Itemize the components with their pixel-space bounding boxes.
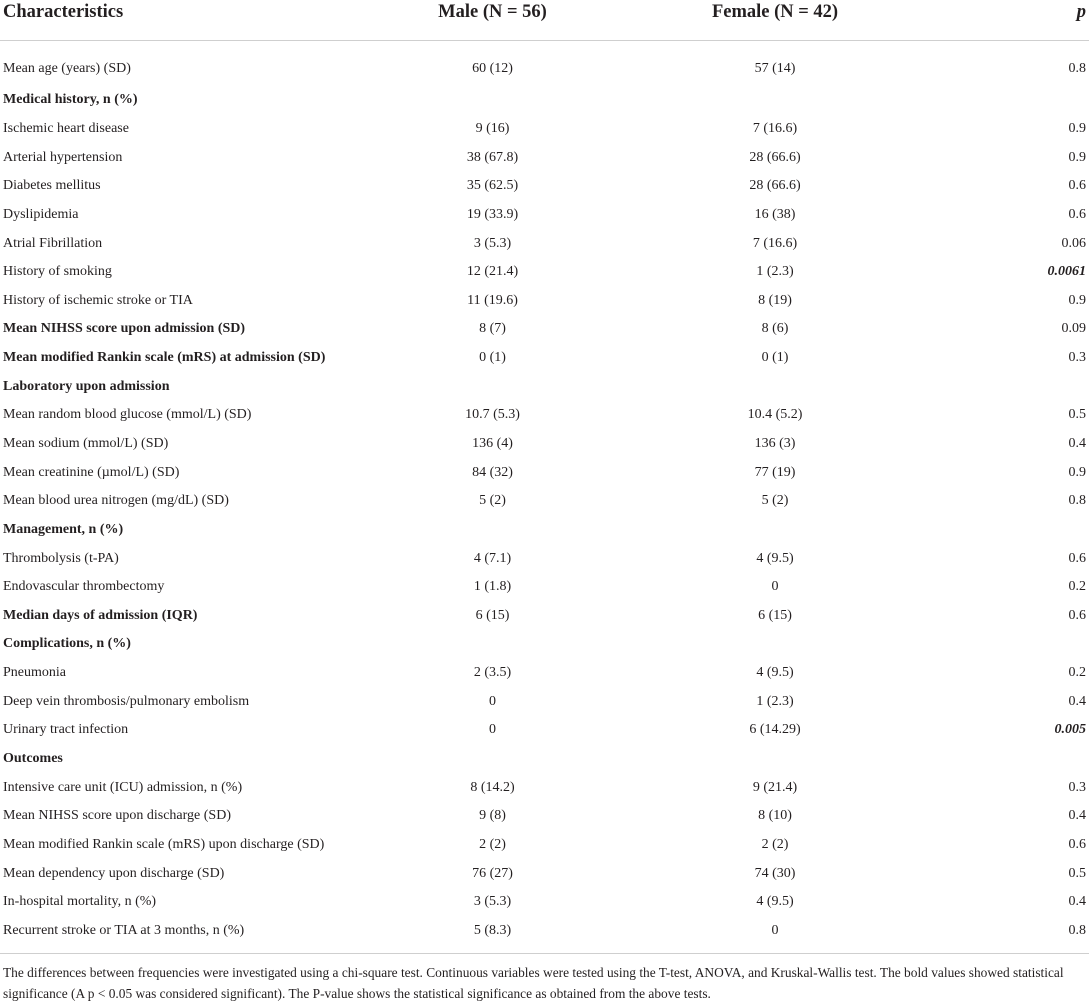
female-value: 1 (2.3) <box>756 264 794 280</box>
male-value: 0 <box>489 693 496 709</box>
row-label: Endovascular thrombectomy <box>3 579 165 595</box>
row-label: Ischemic heart disease <box>3 120 129 136</box>
table-row <box>0 401 1089 430</box>
female-value: 136 (3) <box>754 436 796 451</box>
table-row <box>0 201 1089 230</box>
male-value: 35 (62.5) <box>466 178 519 194</box>
male-value: 11 (19.6) <box>467 292 518 308</box>
female-value <box>605 630 945 659</box>
male-value: 10.7 (5.3) <box>465 407 520 423</box>
table-row <box>0 40 1089 86</box>
male-value: 3 (5.3) <box>473 894 512 910</box>
row-label: Management, n (%) <box>3 521 124 537</box>
table-row <box>0 458 1089 487</box>
female-value: 6 (14.29) <box>749 722 801 738</box>
p-value: 0.4 <box>1068 808 1086 824</box>
p-value: 0.6 <box>1068 206 1086 222</box>
row-label: History of smoking <box>3 264 112 280</box>
male-value: 8 (7) <box>479 321 506 337</box>
p-value: 0.8 <box>1068 922 1086 938</box>
p-value <box>945 372 1089 401</box>
row-label: Median days of admission (IQR) <box>3 607 198 623</box>
row-label: Intensive care unit (ICU) admission, n (%) <box>3 779 243 795</box>
male-value: 12 (21.4) <box>466 264 519 280</box>
p-value: 0.2 <box>1068 579 1086 595</box>
row-label: Recurrent stroke or TIA at 3 months, n (%) <box>3 922 245 938</box>
header-male: Male (N = 56) <box>380 0 605 40</box>
header-p <box>945 0 1089 40</box>
table-row <box>0 659 1089 688</box>
male-value: 19 (33.9) <box>466 206 519 222</box>
row-label: Mean modified Rankin scale (mRS) upon discharge (SD) <box>3 836 325 852</box>
header-female: Female (N = 42) <box>605 0 945 40</box>
section-header-row <box>0 745 1089 774</box>
p-value: 0.3 <box>1068 350 1086 366</box>
female-value: 8 (19) <box>758 292 792 308</box>
male-value: 84 (32) <box>472 464 513 480</box>
table-row <box>0 258 1089 287</box>
table-row <box>0 687 1089 716</box>
p-value: 0.9 <box>1068 292 1086 308</box>
female-value: 28 (66.6) <box>749 149 801 165</box>
female-value: 0 <box>771 579 779 595</box>
row-label: Mean modified Rankin scale (mRS) at admission (SD) <box>3 350 326 366</box>
table-row <box>0 859 1089 888</box>
p-value: 0.8 <box>1068 61 1086 77</box>
p-value: 0.9 <box>1068 120 1086 136</box>
female-value: 2 (2) <box>761 836 789 852</box>
header-p-symbol: p <box>1076 2 1086 22</box>
p-value: 0.5 <box>1068 407 1086 423</box>
p-value: 0.005 <box>1054 722 1086 738</box>
row-label: In-hospital mortality, n (%) <box>3 894 157 910</box>
male-value: 0 (1) <box>479 350 506 366</box>
table-row <box>0 544 1089 573</box>
male-value: 4 (7.1) <box>473 550 512 566</box>
male-value <box>380 630 605 659</box>
table-row <box>0 172 1089 201</box>
p-value <box>945 86 1089 115</box>
section-header-row <box>0 630 1089 659</box>
male-value: 9 (8) <box>479 808 506 824</box>
table-row <box>0 115 1089 144</box>
row-label: Dyslipidemia <box>3 206 79 222</box>
p-value: 0.9 <box>1068 464 1086 480</box>
female-value <box>605 745 945 774</box>
row-label: Mean creatinine (µmol/L) (SD) <box>3 464 180 480</box>
female-value: 4 (9.5) <box>756 550 794 566</box>
male-value <box>380 516 605 545</box>
female-value: 4 (9.5) <box>756 665 794 681</box>
p-value: 0.9 <box>1068 149 1086 165</box>
section-header-row <box>0 86 1089 115</box>
table-row <box>0 229 1089 258</box>
p-value: 0.4 <box>1068 693 1086 709</box>
female-value: 8 (10) <box>758 808 792 824</box>
section-header-row <box>0 516 1089 545</box>
male-value: 9 (16) <box>475 120 510 136</box>
row-label: Arterial hypertension <box>3 149 123 165</box>
female-value: 77 (19) <box>754 464 796 480</box>
female-value: 7 (16.6) <box>752 235 798 251</box>
female-value: 9 (21.4) <box>752 779 798 795</box>
female-value: 6 (15) <box>758 607 792 623</box>
table-body <box>0 40 1089 953</box>
p-value: 0.4 <box>1068 894 1086 910</box>
table-row <box>0 430 1089 459</box>
male-value: 38 (67.8) <box>466 149 519 165</box>
female-value: 4 (9.5) <box>756 894 794 910</box>
male-value: 0 <box>489 722 496 738</box>
female-value <box>605 86 945 115</box>
row-label: Mean random blood glucose (mmol/L) (SD) <box>3 407 252 423</box>
female-value <box>605 372 945 401</box>
female-value: 28 (66.6) <box>749 178 801 194</box>
female-value: 1 (2.3) <box>756 693 794 709</box>
row-label: Urinary tract infection <box>3 722 129 738</box>
row-label: Laboratory upon admission <box>3 378 170 394</box>
female-value: 10.4 (5.2) <box>747 407 803 423</box>
row-label: Thrombolysis (t-PA) <box>3 550 119 566</box>
male-value: 76 (27) <box>472 865 513 881</box>
row-label: History of ischemic stroke or TIA <box>3 292 193 308</box>
table-row <box>0 802 1089 831</box>
female-value <box>605 516 945 545</box>
p-value <box>945 745 1089 774</box>
p-value: 0.06 <box>1061 235 1086 251</box>
table-row <box>0 773 1089 802</box>
p-value: 0.09 <box>1061 321 1086 337</box>
table-row <box>0 315 1089 344</box>
table-row <box>0 143 1089 172</box>
table-row <box>0 602 1089 631</box>
row-label: Mean blood urea nitrogen (mg/dL) (SD) <box>3 493 229 509</box>
male-value <box>380 745 605 774</box>
female-value: 57 (14) <box>754 61 796 77</box>
row-label: Medical history, n (%) <box>3 92 138 108</box>
female-value: 74 (30) <box>754 865 796 881</box>
row-label: Pneumonia <box>3 665 66 681</box>
row-label: Mean NIHSS score upon discharge (SD) <box>3 808 231 824</box>
table-row <box>0 487 1089 516</box>
row-label: Mean NIHSS score upon admission (SD) <box>3 321 246 337</box>
p-value: 0.2 <box>1068 665 1086 681</box>
p-value: 0.6 <box>1068 607 1086 623</box>
row-label: Complications, n (%) <box>3 636 131 652</box>
female-value: 16 (38) <box>754 206 796 222</box>
male-value: 1 (1.8) <box>473 579 512 595</box>
male-value: 3 (5.3) <box>473 235 512 251</box>
female-value: 0 (1) <box>761 350 789 366</box>
header-characteristics: Characteristics <box>0 0 380 40</box>
section-header-row <box>0 372 1089 401</box>
row-label: Diabetes mellitus <box>3 178 101 194</box>
female-value: 5 (2) <box>761 493 789 509</box>
p-value: 0.6 <box>1068 836 1086 852</box>
p-value: 0.3 <box>1068 779 1086 795</box>
male-value: 5 (8.3) <box>473 922 512 938</box>
p-value <box>945 516 1089 545</box>
table-row <box>0 344 1089 373</box>
table-row <box>0 917 1089 953</box>
table-row <box>0 573 1089 602</box>
female-value: 7 (16.6) <box>752 120 798 136</box>
row-label: Mean age (years) (SD) <box>3 61 131 77</box>
male-value: 60 (12) <box>472 61 513 77</box>
row-label: Outcomes <box>3 751 63 767</box>
p-value: 0.8 <box>1068 493 1086 509</box>
male-value: 2 (2) <box>479 836 506 852</box>
male-value <box>380 86 605 115</box>
p-value: 0.6 <box>1068 550 1086 566</box>
male-value: 8 (14.2) <box>470 779 515 795</box>
row-label: Mean sodium (mmol/L) (SD) <box>3 436 169 451</box>
male-value: 6 (15) <box>475 607 510 623</box>
row-label: Atrial Fibrillation <box>3 235 103 251</box>
table-header-row <box>0 0 1089 40</box>
male-value: 5 (2) <box>479 493 506 509</box>
table-row <box>0 286 1089 315</box>
female-value: 0 <box>771 922 779 938</box>
table-row <box>0 716 1089 745</box>
row-label: Mean dependency upon discharge (SD) <box>3 865 225 881</box>
p-value: 0.6 <box>1068 178 1086 194</box>
male-value: 2 (3.5) <box>473 665 512 681</box>
table-footnote: The differences between frequencies were investigated using a chi-square test. Continuous variables were tested using the T-test, ANOVA, and Kruskal-Wallis test. The bold values showed statistical significance (A p < 0.05 was considered significant). The P-value shows the statistical significance as obtained from the above tests. <box>3 964 1064 1001</box>
p-value: 0.5 <box>1068 865 1086 881</box>
male-value <box>380 372 605 401</box>
p-value: 0.4 <box>1068 436 1086 451</box>
male-value: 136 (4) <box>472 436 513 451</box>
table-row <box>0 888 1089 917</box>
female-value: 8 (6) <box>761 321 789 337</box>
p-value: 0.0061 <box>1047 264 1086 280</box>
p-value <box>945 630 1089 659</box>
table-row <box>0 831 1089 860</box>
row-label: Deep vein thrombosis/pulmonary embolism <box>3 693 250 709</box>
